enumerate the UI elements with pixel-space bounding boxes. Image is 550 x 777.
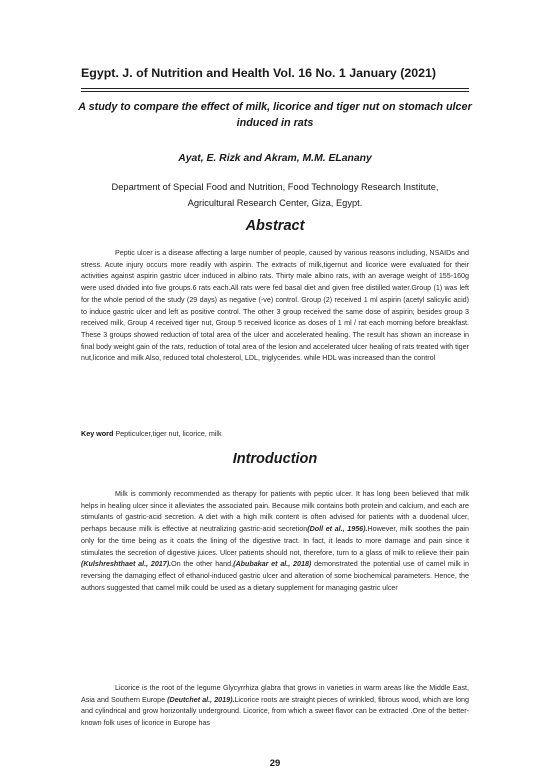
abstract-body: Peptic ulcer is a disease affecting a large number of people, caused by various reasons including, NSAIDs and stress. Acute injury occurs more readily with aspirin. The extracts of milk,tigernut and licorice were evaluated for their activities against aspirin gastric ulcer induced in albino rats. Thirty male albino rats, with an average weight of 155-160g were used divided into five groups.6 rats each.All rats were fed basal diet and given free distilled water.Group (1) was left for the whole period of the study (29 days) as negative (-ve) control. Group (2) received 1 ml aspirin (acetyl salicylic acid) to induce gastric ulcer and left as positive control. The other 3 group received the same dose of aspirin; besides group 3 received milk, Group 4 received tiger nut, Group 5 received licorice as doses of 1 ml / rat each morning before breakfast. These 3 groups showed reduction of total area of the ulcer and accelerated healing. The result has shown an increase in final body weight gain of the rats, reduction of total area of the lesion and accelerated ulcer healing of rats treated with tiger nut,licorice and milk Also, reduced total cholesterol, LDL, triglycerides. while HDL was increased than the control [81,249,469,363]
header-rule-thin [81,91,469,92]
keywords-label: Key word [81,429,114,438]
intro-p1-text-c: On the other hand, [171,560,234,569]
intro-p2-text-a: Licorice is the root of the legume Glycyrrhiza glabra that grows in varieties in warm areas like the Middle East, Asia and Southern Europe [81,684,469,704]
intro-p1-text-b: However, milk soothes the pain only for the time being as it coats the lining of the digestive tract. In fact, it leads to more damage and pain since it stimulates the secretion of digestive juices. Ulcer patients should not, therefore, turn to a glass of milk to relieve their pain [81,525,469,557]
abstract-heading: Abstract [245,218,305,234]
author-list: Ayat, E. Rizk and Akram, M.M. ELanany [178,153,372,164]
page-number: 29 [269,758,281,769]
journal-header: Egypt. J. of Nutrition and Health Vol. 16 No. 1 January (2021) [81,66,437,80]
citation-abubakar: (Abubakar et al., 2018) [233,560,312,569]
header-rule [81,88,469,89]
article-title: A study to compare the effect of milk, licorice and tiger nut on stomach ulcer induced in rats [78,101,472,129]
abstract-text [81,248,469,365]
citation-doll: (Doll et al., 1956). [307,525,368,534]
intro-p2-text-b: Licorice roots are straight pieces of wrinkled, fibrous wood, which are long and cylindrical and grow horizontally underground. Licorice, from which a sweet flavor can be extracted .One of the better-known folk uses of licorice in Europe has [81,695,469,728]
affiliation-line-2: Agricultural Research Center, Giza, Egypt. [187,198,363,208]
introduction-paragraph-1 [81,489,469,594]
citation-deutch: (Deutchet al., 2019). [167,695,235,704]
intro-p1-text-a: Milk is commonly recommended as therapy for patients with peptic ulcer. It has long been believed that milk helps in healing ulcer since it alleviates the associated pain. Because milk contains both protein and calcium, and each are stimulants of gastric-acid secretion. A diet with a high milk content is often advised for patients with a duodenal ulcer, perhaps because milk is effective at neutralizing gastric-acid secretion [81,490,469,534]
affiliation [70,179,480,211]
intro-p1-text-d: demonstrated the potential use of camel milk in reversing the damaging effect of ethanol-induced gastric ulcer and alteration of some biochemical parameters. Hence, the authors suggested that camel milk could be used as a dietary supplement for managing gastric ulcer [81,560,469,592]
keywords-line [81,429,469,438]
citation-kulshreshtha: (Kulshreshthaet al., 2017). [81,560,172,569]
affiliation-line-1: Department of Special Food and Nutrition, Food Technology Research Institute, [111,182,439,192]
keywords-value: Pepticulcer,tiger nut, licorice, milk [113,429,222,438]
introduction-heading: Introduction [232,451,318,467]
introduction-paragraph-2 [81,683,469,730]
